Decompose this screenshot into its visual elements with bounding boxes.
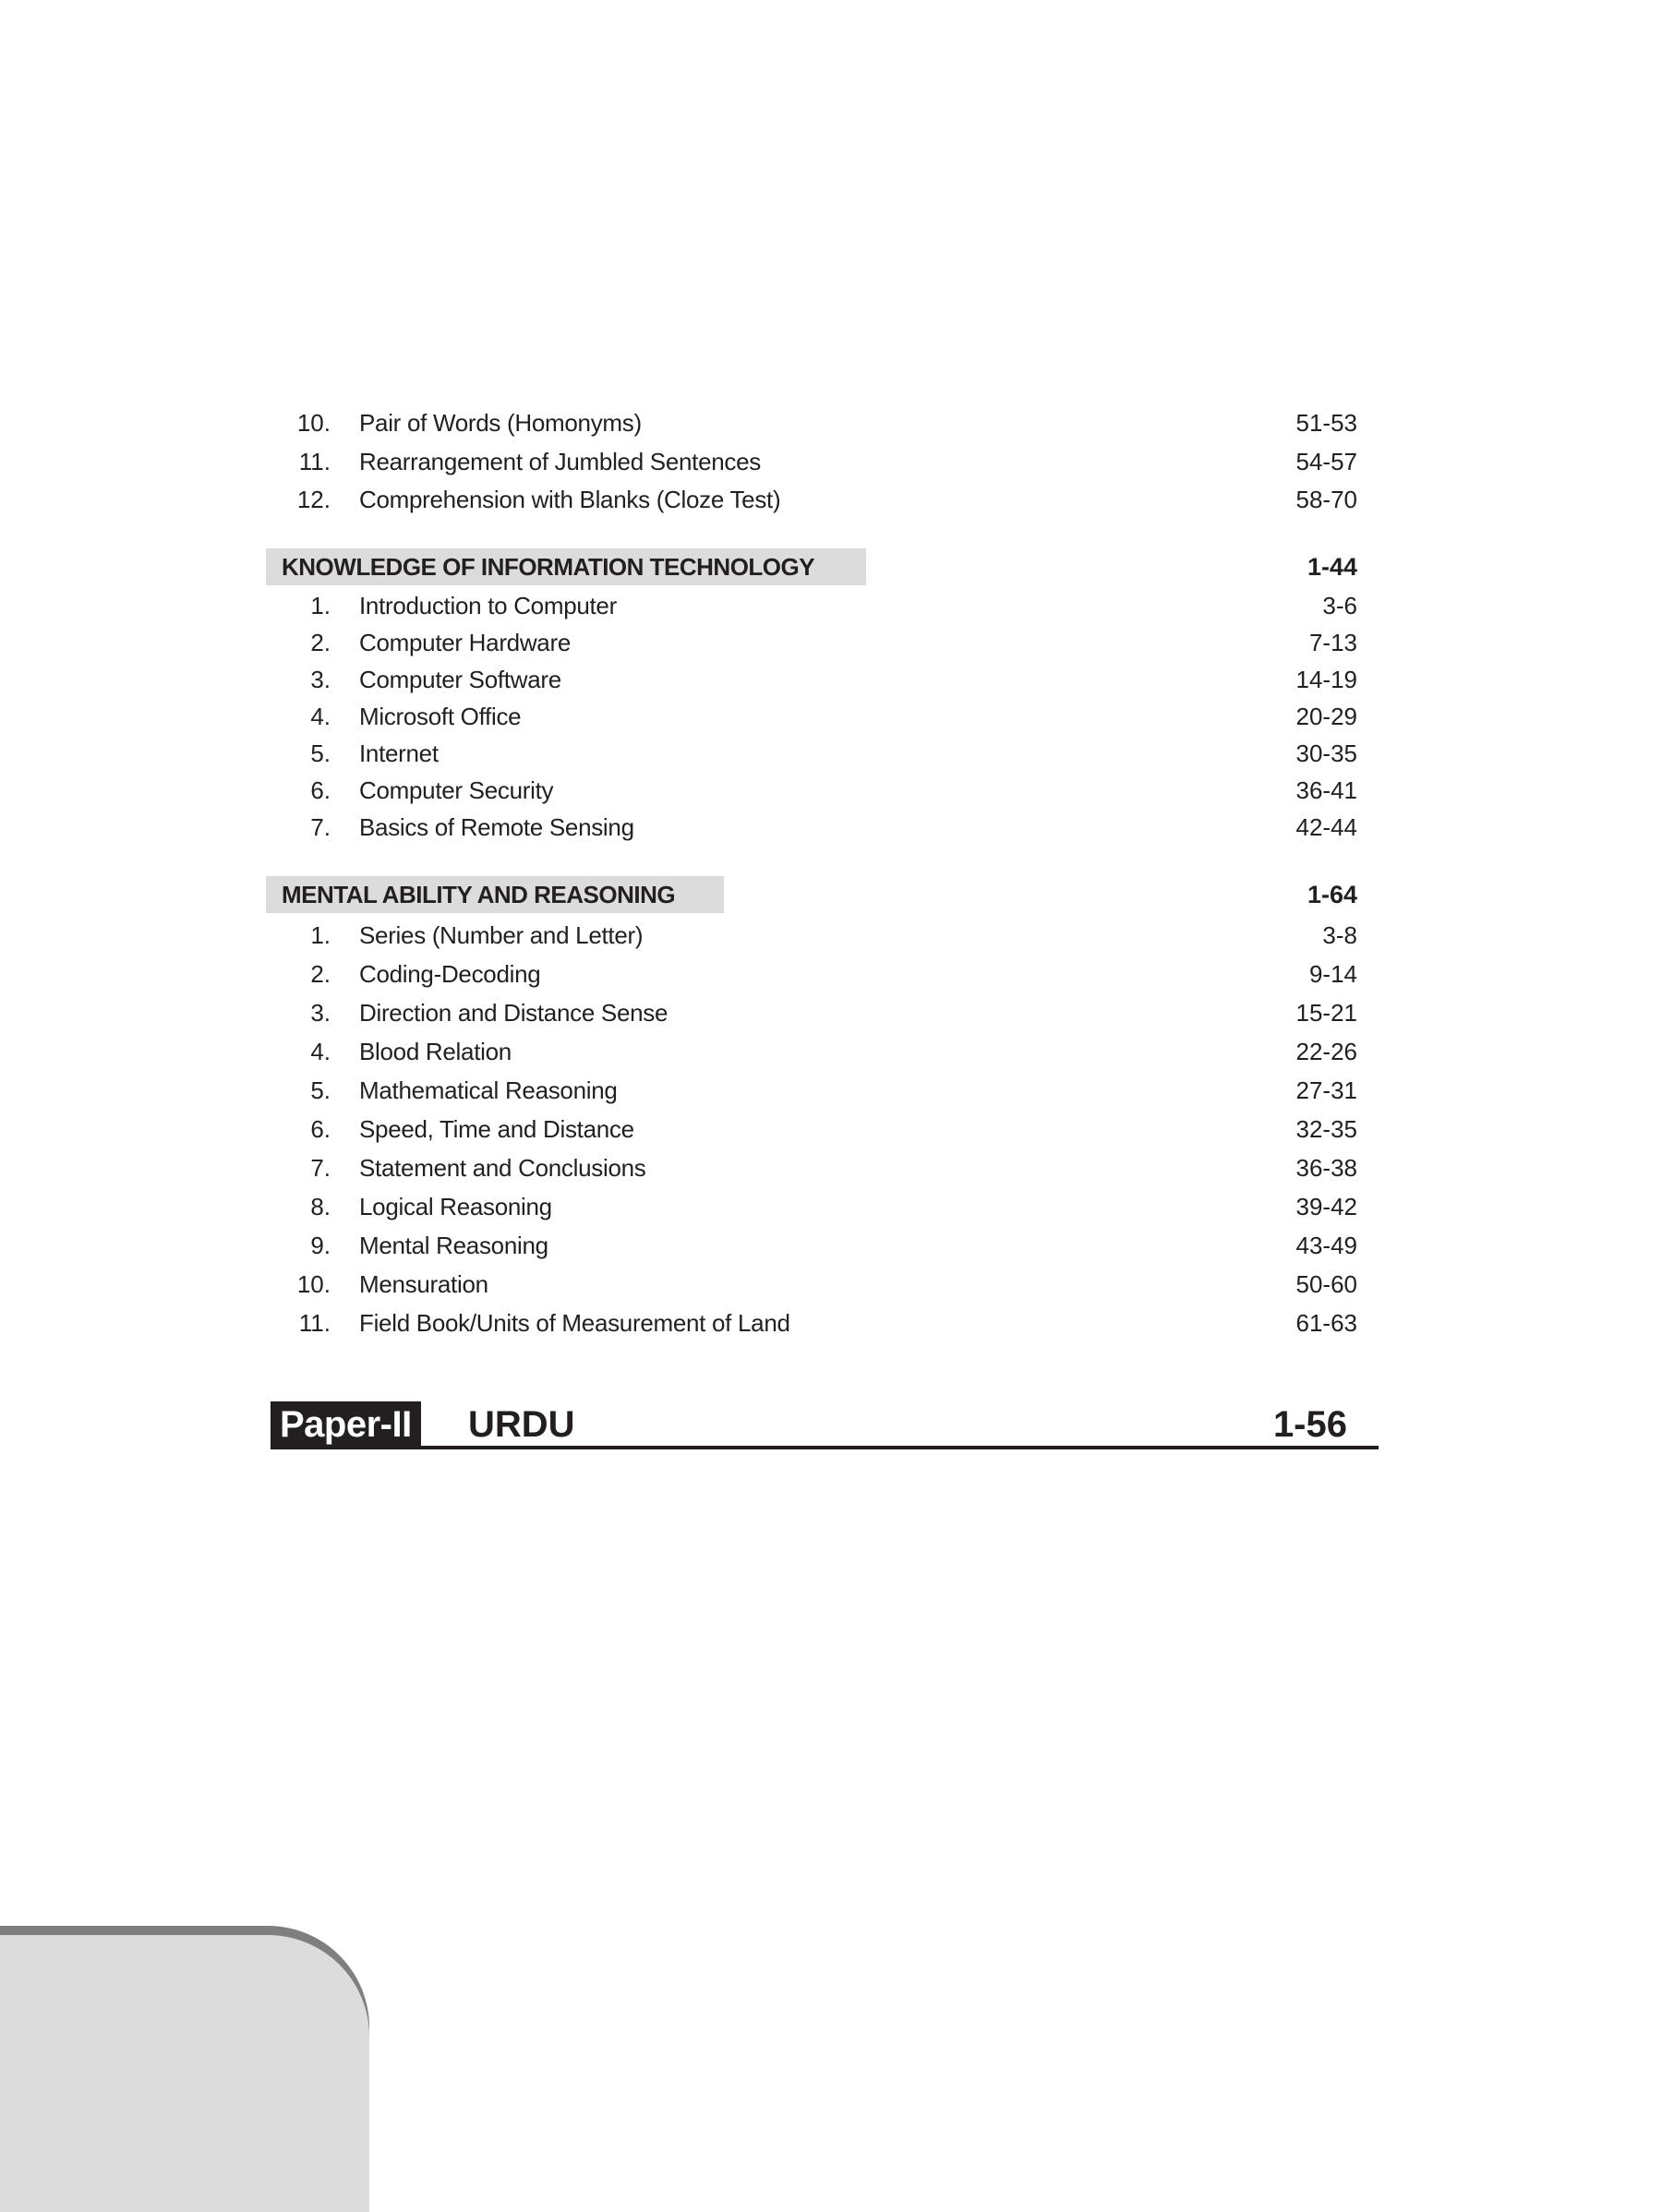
toc-entry[interactable] <box>0 1033 1662 1070</box>
entry-title: Field Book/Units of Measurement of Land <box>359 1309 790 1337</box>
paper-heading[interactable] <box>271 1401 1379 1449</box>
entry-pages: 22-26 <box>1295 1038 1357 1065</box>
entry-pages: 3-6 <box>1322 592 1357 619</box>
entry-pages: 3-8 <box>1322 921 1357 949</box>
toc-entry[interactable] <box>0 1111 1662 1148</box>
toc-entry[interactable] <box>0 481 1662 518</box>
entry-number: 5. <box>310 1076 331 1104</box>
entry-pages: 15-21 <box>1295 999 1357 1027</box>
entry-number: 11. <box>298 1309 331 1337</box>
entry-number: 9. <box>310 1232 331 1259</box>
entry-title: Computer Software <box>359 666 561 693</box>
entry-title: Computer Hardware <box>359 629 571 656</box>
entry-number: 6. <box>310 776 331 804</box>
entry-title: Basics of Remote Sensing <box>359 813 634 841</box>
entry-number: 3. <box>310 999 331 1027</box>
entry-title: Pair of Words (Homonyms) <box>359 409 642 437</box>
page-corner-tab <box>0 1935 369 2212</box>
toc-entry[interactable] <box>0 443 1662 480</box>
paper-pages: 1-56 <box>1272 1404 1347 1445</box>
toc-entry[interactable] <box>0 1304 1662 1341</box>
entry-pages: 61-63 <box>1295 1309 1357 1337</box>
entry-number: 7. <box>310 1154 331 1182</box>
entry-number: 7. <box>310 813 331 841</box>
entry-title: Series (Number and Letter) <box>359 921 644 949</box>
toc-entry[interactable] <box>0 661 1662 698</box>
toc-entry[interactable] <box>0 994 1662 1031</box>
toc-entry[interactable] <box>0 1072 1662 1109</box>
section-pages: 1-44 <box>1307 553 1357 581</box>
toc-entry[interactable] <box>0 1149 1662 1186</box>
entry-pages: 14-19 <box>1295 666 1357 693</box>
paper-underline <box>271 1446 1379 1449</box>
toc-entry[interactable] <box>0 1266 1662 1303</box>
toc-entry[interactable] <box>0 917 1662 954</box>
entry-pages: 9-14 <box>1308 960 1357 988</box>
toc-entry[interactable] <box>0 809 1662 846</box>
entry-title: Statement and Conclusions <box>359 1154 646 1182</box>
entry-title: Rearrangement of Jumbled Sentences <box>359 448 761 475</box>
section-pages: 1-64 <box>1307 881 1357 908</box>
toc-entry[interactable] <box>0 772 1662 809</box>
entry-title: Internet <box>359 739 439 767</box>
entry-pages: 58-70 <box>1295 486 1357 513</box>
toc-entry[interactable] <box>0 1188 1662 1225</box>
entry-title: Computer Security <box>359 776 554 804</box>
section-title: MENTAL ABILITY AND REASONING <box>282 881 676 908</box>
entry-number: 10. <box>296 409 331 437</box>
paper-label: Paper-II <box>271 1401 421 1448</box>
entry-pages: 43-49 <box>1295 1232 1357 1259</box>
entry-number: 4. <box>310 703 331 730</box>
entry-number: 12. <box>296 486 331 513</box>
toc-entry[interactable] <box>0 404 1662 441</box>
entry-number: 2. <box>310 629 331 656</box>
entry-number: 6. <box>310 1115 331 1143</box>
entry-number: 8. <box>310 1193 331 1220</box>
entry-number: 10. <box>296 1270 331 1298</box>
paper-subject: URDU <box>468 1404 575 1445</box>
entry-pages: 42-44 <box>1295 813 1357 841</box>
entry-number: 1. <box>310 921 331 949</box>
section-title: KNOWLEDGE OF INFORMATION TECHNOLOGY <box>282 553 815 581</box>
section-heading-it[interactable] <box>0 548 1662 585</box>
entry-title: Microsoft Office <box>359 703 522 730</box>
toc-entry[interactable] <box>0 698 1662 735</box>
entry-pages: 54-57 <box>1295 448 1357 475</box>
entry-number: 11. <box>298 448 331 475</box>
entry-number: 1. <box>310 592 331 619</box>
entry-title: Mental Reasoning <box>359 1232 548 1259</box>
entry-number: 5. <box>310 739 331 767</box>
entry-pages: 27-31 <box>1295 1076 1357 1104</box>
entry-pages: 36-41 <box>1295 776 1357 804</box>
entry-number: 3. <box>310 666 331 693</box>
entry-pages: 30-35 <box>1295 739 1357 767</box>
toc-entry[interactable] <box>0 1227 1662 1264</box>
entry-title: Logical Reasoning <box>359 1193 552 1220</box>
entry-title: Mensuration <box>359 1270 488 1298</box>
entry-number: 4. <box>310 1038 331 1065</box>
entry-title: Comprehension with Blanks (Cloze Test) <box>359 486 781 513</box>
entry-pages: 39-42 <box>1295 1193 1357 1220</box>
entry-title: Introduction to Computer <box>359 592 617 619</box>
entry-pages: 7-13 <box>1308 629 1357 656</box>
entry-title: Mathematical Reasoning <box>359 1076 618 1104</box>
entry-title: Blood Relation <box>359 1038 512 1065</box>
toc-entry[interactable] <box>0 587 1662 624</box>
entry-pages: 32-35 <box>1295 1115 1357 1143</box>
entry-pages: 20-29 <box>1295 703 1357 730</box>
entry-pages: 36-38 <box>1295 1154 1357 1182</box>
section-heading-reasoning[interactable] <box>0 876 1662 913</box>
entry-pages: 51-53 <box>1295 409 1357 437</box>
entry-title: Direction and Distance Sense <box>359 999 668 1027</box>
entry-pages: 50-60 <box>1295 1270 1357 1298</box>
toc-entry[interactable] <box>0 624 1662 661</box>
toc-entry[interactable] <box>0 735 1662 772</box>
entry-number: 2. <box>310 960 331 988</box>
entry-title: Coding-Decoding <box>359 960 541 988</box>
entry-title: Speed, Time and Distance <box>359 1115 634 1143</box>
toc-entry[interactable] <box>0 956 1662 992</box>
